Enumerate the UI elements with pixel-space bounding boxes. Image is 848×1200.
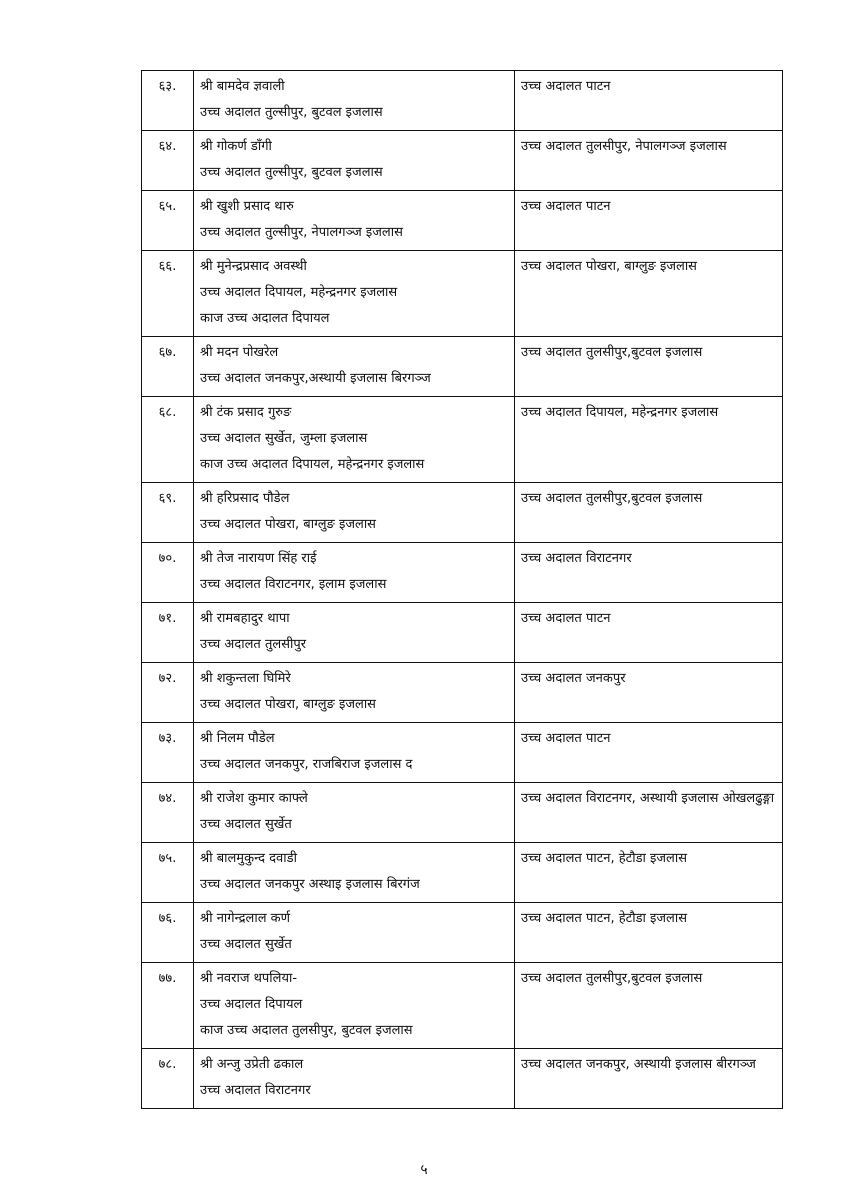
table-row [142, 783, 783, 843]
judge-name: श्री अन्जु उप्रेती ढकाल [200, 1057, 304, 1072]
judge-and-current-court-cell [194, 963, 515, 1049]
judge-and-current-court-cell [194, 783, 515, 843]
judge-and-current-court-cell [194, 71, 515, 131]
current-court: उच्च अदालत जनकपुर,अस्थायी इजलास बिरगञ्ज [200, 371, 431, 386]
current-court: उच्च अदालत पोखरा, बाग्लुङ इजलास [200, 517, 376, 532]
assigned-court: उच्च अदालत दिपायल, महेन्द्रनगर इजलास [521, 405, 719, 420]
assigned-court: उच्च अदालत पोखरा, बाग्लुङ इजलास [521, 259, 697, 274]
serial-number-cell [142, 663, 194, 723]
serial-number: ७४. [158, 791, 177, 806]
assigned-court-cell [515, 783, 783, 843]
judge-and-current-court-cell [194, 1049, 515, 1109]
assigned-court-cell [515, 71, 783, 131]
assigned-court-cell [515, 483, 783, 543]
assigned-court-cell [515, 191, 783, 251]
serial-number-cell [142, 783, 194, 843]
judge-and-current-court-cell [194, 723, 515, 783]
judge-name: श्री राजेश कुमार काफ्ले [200, 791, 308, 806]
table-row [142, 397, 783, 483]
serial-number-cell [142, 337, 194, 397]
serial-number: ७७. [158, 971, 177, 986]
assigned-court-cell [515, 903, 783, 963]
table-row [142, 483, 783, 543]
current-court: उच्च अदालत तुल्सीपुर, बुटवल इजलास [200, 165, 383, 180]
assigned-court-cell [515, 963, 783, 1049]
judge-name: श्री हरिप्रसाद पौडेल [200, 491, 290, 506]
judge-name: श्री नवराज थपलिया- [200, 971, 298, 986]
judge-and-current-court-cell [194, 663, 515, 723]
assigned-court-cell [515, 843, 783, 903]
judge-and-current-court-cell [194, 483, 515, 543]
serial-number-cell [142, 543, 194, 603]
judge-name: श्री बालमुकुन्द दवाडी [200, 851, 297, 866]
judge-name: श्री बामदेव ज्ञवाली [200, 79, 285, 94]
serial-number: ७३. [158, 731, 177, 746]
current-court: उच्च अदालत सुर्खेत [200, 937, 292, 952]
judge-name: श्री गोकर्ण डाँगी [200, 139, 272, 154]
serial-number: ७८. [158, 1057, 177, 1072]
judge-and-current-court-cell [194, 337, 515, 397]
current-court: उच्च अदालत सुर्खेत, जुम्ला इजलास [200, 431, 368, 446]
assigned-court: उच्च अदालत पाटन [521, 199, 611, 214]
transfer-table-body [142, 71, 783, 1109]
serial-number-cell [142, 903, 194, 963]
table-row [142, 131, 783, 191]
table-row [142, 903, 783, 963]
page-number: ५ [420, 1162, 428, 1178]
serial-number: ७०. [158, 551, 177, 566]
assigned-court-cell [515, 543, 783, 603]
current-court: उच्च अदालत दिपायल, महेन्द्रनगर इजलास [200, 285, 398, 300]
judge-name: श्री मदन पोखरेल [200, 345, 279, 360]
current-court: काज उच्च अदालत दिपायल [200, 311, 330, 326]
serial-number: ७२. [158, 671, 177, 686]
judge-and-current-court-cell [194, 903, 515, 963]
serial-number-cell [142, 723, 194, 783]
table-row [142, 843, 783, 903]
judge-and-current-court-cell [194, 397, 515, 483]
serial-number: ६३. [158, 79, 177, 94]
serial-number: ७१. [158, 611, 177, 626]
assigned-court: उच्च अदालत पाटन [521, 79, 611, 94]
assigned-court: उच्च अदालत पाटन, हेटौडा इजलास [521, 911, 688, 926]
assigned-court-cell [515, 397, 783, 483]
serial-number-cell [142, 251, 194, 337]
serial-number: ७६. [158, 911, 177, 926]
current-court: काज उच्च अदालत दिपायल, महेन्द्रनगर इजलास [200, 457, 425, 472]
assigned-court-cell [515, 603, 783, 663]
serial-number-cell [142, 131, 194, 191]
serial-number-cell [142, 603, 194, 663]
serial-number-cell [142, 1049, 194, 1109]
judge-name: श्री निलम पौडेल [200, 731, 275, 746]
serial-number: ७५. [158, 851, 177, 866]
table-row [142, 191, 783, 251]
assigned-court: उच्च अदालत जनकपुर, अस्थायी इजलास बीरगञ्ज [521, 1057, 756, 1072]
assigned-court: उच्च अदालत विराटनगर [521, 551, 632, 566]
assigned-court-cell [515, 251, 783, 337]
current-court: उच्च अदालत विराटनगर, इलाम इजलास [200, 577, 387, 592]
serial-number-cell [142, 191, 194, 251]
assigned-court-cell [515, 663, 783, 723]
serial-number: ६९. [158, 491, 177, 506]
judge-name: श्री मुनेन्द्रप्रसाद अवस्थी [200, 259, 307, 274]
judge-and-current-court-cell [194, 191, 515, 251]
judge-name: श्री रामबहादुर थापा [200, 611, 290, 626]
table-row [142, 337, 783, 397]
assigned-court: उच्च अदालत पाटन [521, 611, 611, 626]
current-court: उच्च अदालत तुल्सीपुर, बुटवल इजलास [200, 105, 383, 120]
assigned-court: उच्च अदालत पाटन, हेटौडा इजलास [521, 851, 688, 866]
judge-and-current-court-cell [194, 843, 515, 903]
assigned-court-cell [515, 1049, 783, 1109]
judge-and-current-court-cell [194, 131, 515, 191]
assigned-court-cell [515, 723, 783, 783]
table-row [142, 1049, 783, 1109]
assigned-court: उच्च अदालत तुलसीपुर,बुटवल इजलास [521, 491, 703, 506]
judge-name: श्री शकुन्तला घिमिरे [200, 671, 291, 686]
table-row [142, 963, 783, 1049]
serial-number: ६७. [158, 345, 177, 360]
assigned-court: उच्च अदालत तुलसीपुर,बुटवल इजलास [521, 971, 703, 986]
current-court: उच्च अदालत जनकपुर, राजबिराज इजलास द [200, 757, 413, 772]
assigned-court: उच्च अदालत पाटन [521, 731, 611, 746]
assigned-court: उच्च अदालत जनकपुर [521, 671, 626, 686]
current-court: उच्च अदालत जनकपुर अस्थाइ इजलास बिरगंज [200, 877, 420, 892]
judge-name: श्री नागेन्द्रलाल कर्ण [200, 911, 291, 926]
assigned-court-cell [515, 131, 783, 191]
judge-and-current-court-cell [194, 251, 515, 337]
current-court: उच्च अदालत पोखरा, बाग्लुङ इजलास [200, 697, 376, 712]
serial-number-cell [142, 843, 194, 903]
current-court: उच्च अदालत विराटनगर [200, 1083, 311, 1098]
judge-name: श्री खुशी प्रसाद थारु [200, 199, 294, 214]
serial-number: ६४. [158, 139, 177, 154]
serial-number-cell [142, 963, 194, 1049]
current-court: उच्च अदालत दिपायल [200, 997, 303, 1012]
serial-number-cell [142, 397, 194, 483]
serial-number: ६५. [158, 199, 177, 214]
table-row [142, 543, 783, 603]
serial-number-cell [142, 71, 194, 131]
table-row [142, 603, 783, 663]
serial-number: ६८. [158, 405, 177, 420]
serial-number-cell [142, 483, 194, 543]
table-row [142, 251, 783, 337]
transfer-table [141, 70, 783, 1109]
table-row [142, 723, 783, 783]
assigned-court: उच्च अदालत विराटनगर, अस्थायी इजलास ओखलढुङ्गा [521, 791, 775, 806]
assigned-court: उच्च अदालत तुलसीपुर, नेपालगञ्ज इजलास [521, 139, 727, 154]
current-court: काज उच्च अदालत तुलसीपुर, बुटवल इजलास [200, 1023, 413, 1038]
current-court: उच्च अदालत सुर्खेत [200, 817, 292, 832]
current-court: उच्च अदालत तुल्सीपुर, नेपालगञ्ज इजलास [200, 225, 403, 240]
judge-and-current-court-cell [194, 603, 515, 663]
judge-and-current-court-cell [194, 543, 515, 603]
judge-name: श्री टंक प्रसाद गुरुङ [200, 405, 292, 420]
assigned-court-cell [515, 337, 783, 397]
table-row [142, 71, 783, 131]
serial-number: ६६. [158, 259, 177, 274]
judge-name: श्री तेज नारायण सिंह राई [200, 551, 317, 566]
table-row [142, 663, 783, 723]
current-court: उच्च अदालत तुलसीपुर [200, 637, 307, 652]
assigned-court: उच्च अदालत तुलसीपुर,बुटवल इजलास [521, 345, 703, 360]
